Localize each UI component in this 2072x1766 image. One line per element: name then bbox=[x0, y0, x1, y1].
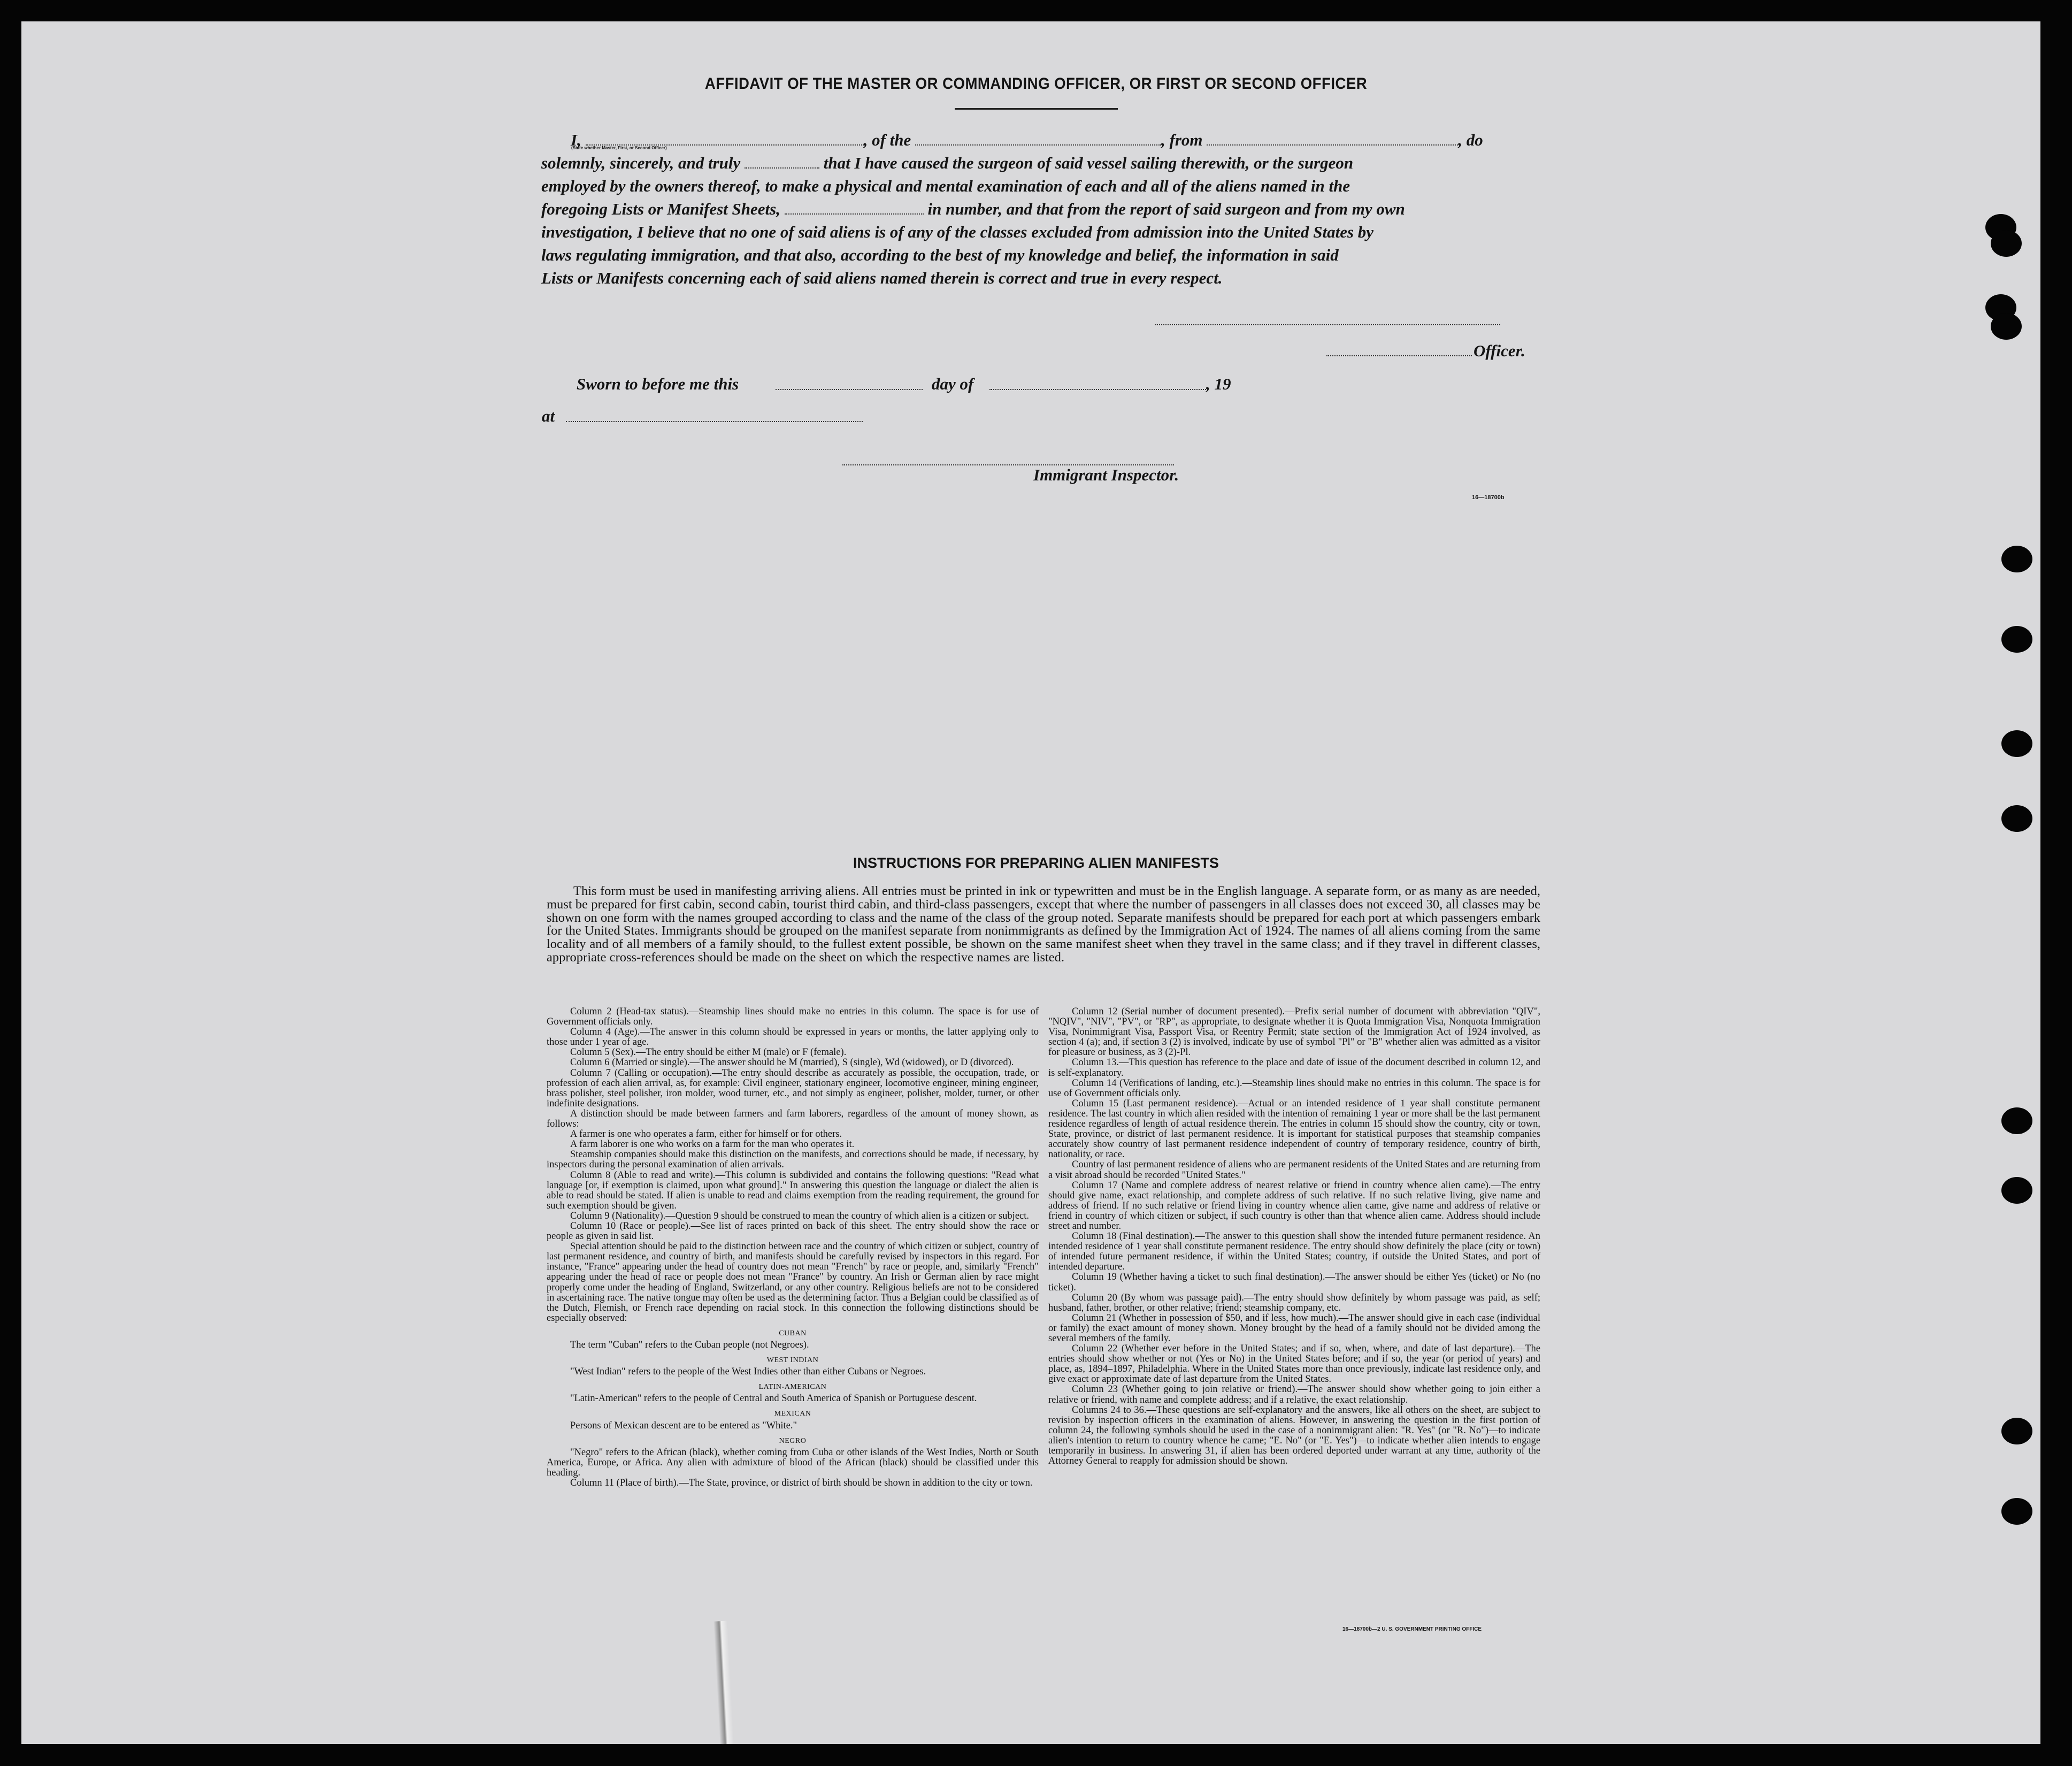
binder-hole bbox=[1991, 313, 2022, 340]
col-21: Column 21 (Whether in possession of $50, and if less, how much).—The answer should give in each case (individual or family) the exact amount of money shown. Money brought by the head of a family should not be divided among the several members of the family. bbox=[1048, 1312, 1540, 1344]
day-of-label: day of bbox=[932, 374, 974, 393]
title-rule bbox=[955, 108, 1118, 110]
binder-hole bbox=[2001, 1498, 2032, 1525]
instructions-intro: This form must be used in manifesting arriving aliens. All entries must be printed in ink or typewritten and must be in the English language. A separate form, or as many as are needed, must be prepared for first cabin, second cabin, tourist third cabin, and third-class passengers, except that where the number of passengers in all classes does not exceed 30, all classes may be shown on one form with the names grouped according to class and the name of the class of the group noted. Separate manifests should be prepared for each port at which passengers embark for the United States. Immigrants should be grouped on the manifest separate from nonimmigrants as defined by the Immigration Act of 1924. The names of all aliens coming from the same locality and of all members of a family should, to the fullest extent possible, be shown on the same manifest sheet when they travel in the same class; and if they travel in different classes, appropriate cross-references should be made on the sheet on which the respective names are listed. bbox=[547, 884, 1540, 965]
negro-heading: NEGRO bbox=[779, 1436, 807, 1445]
affidavit-body bbox=[541, 128, 1535, 289]
col-8: Column 8 (Able to read and write).—This column is subdivided and contains the following questions: "Read what language [or, if exemption is claimed, upon what ground]." In answering this question the language or dialect the alien is able to read should be stated. If alien is unable to read and claims exemption from the reading requirement, the ground for such exemption should be given. bbox=[547, 1169, 1039, 1211]
mexican-text: Persons of Mexican descent are to be entered as "White." bbox=[570, 1420, 797, 1431]
instructions-right-column bbox=[1048, 1007, 1540, 1466]
vessel-name-blank[interactable] bbox=[915, 131, 1161, 146]
col-13: Column 13.—This question has reference to the place and date of issue of the document described in column 12, and is self-explanatory. bbox=[1048, 1057, 1540, 1079]
year-label: , 19 bbox=[1206, 374, 1231, 393]
binder-hole bbox=[2001, 805, 2032, 832]
col-7-laborer: A farm laborer is one who works on a farm for the man who operates it. bbox=[570, 1139, 855, 1150]
col-20: Column 20 (By whom was passage paid).—The entry should show definitely by whom passage was paid, as self; husband, father, brother, or other relative; friend; steamship company, etc. bbox=[1048, 1292, 1540, 1313]
aff-line-7: Lists or Manifests concerning each of said aliens named therein is correct and true in every respect. bbox=[541, 269, 1223, 287]
col-22: Column 22 (Whether ever before in the United States; and if so, when, where, and date of last departure).—The entries should show whether or not (Yes or No) in the United States before; and if so, the year (or period of years) and place, as, 1894–1897, Philadelphia. Where in the United States more than once previously, indicate last residence only, and give exact or approximate date of last departure from the United States. bbox=[1048, 1343, 1540, 1385]
col-23: Column 23 (Whether going to join relative or friend).—The answer should show whether going to join either a relative or friend, with name and complete address; and if a relative, the exact relationship. bbox=[1048, 1384, 1540, 1405]
aff-line-2a: solemnly, sincerely, and truly bbox=[541, 154, 741, 172]
binder-hole bbox=[2001, 1418, 2032, 1444]
col-12: Column 12 (Serial number of document presented).—Prefix serial number of document with abbreviation "QIV", "NQIV", "NIV", "PV", or "RP", as appropriate, to designate whether it is Quota Immigration Visa, Nonquota Immigration Visa, Nonimmigrant Visa, Passport Visa, or Reentry Permit; state section of the Immigration Act of 1924 involved, as section 4 (a); and, if section 3 (2) is involved, indicate by use of symbol "Pl" or "B" whether alien was admitted as a visitor for pleasure or business, as 3 (2)-Pl. bbox=[1048, 1006, 1540, 1058]
col-17: Column 17 (Name and complete address of nearest relative or friend in country whence alien came).—The entry should give name, exact relationship, and complete address of such relative. If no such relative living, give name and address of friend. If no such relative or friend living in country whence alien came, give name and address of relative or friend in country of which citizen or subject, if such country is other than that whence alien came. Address should include street and number. bbox=[1048, 1180, 1540, 1232]
binder-hole bbox=[2001, 546, 2032, 572]
port-blank[interactable] bbox=[1207, 131, 1458, 146]
col-24-36: Columns 24 to 36.—These questions are self-explanatory and the answers, like all others on the sheet, are subject to revision by inspection officers in the examination of aliens. However, in answering the question in the first portion of column 24, the following symbols should be used in the case of a nonimmigrant alien: "R. Yes" (or "R. No")—to indicate alien's intention to return to country whence he came; "E. No" (or "E. Yes")—to indicate whether alien intends to engage temporarily in business. In answering 31, if alien has been ordered deported under warrant at any time, authority of the Attorney General to reapply for admission should be shown. bbox=[1048, 1404, 1540, 1467]
sworn-label: Sworn to before me this bbox=[577, 374, 739, 393]
col-2: Column 2 (Head-tax status).—Steamship lines should make no entries in this column. The space is for use of Government officials only. bbox=[547, 1006, 1039, 1028]
binder-hole bbox=[1991, 230, 2022, 257]
aff-line-5: investigation, I believe that no one of said aliens is of any of the classes excluded from admission into the United States by bbox=[541, 223, 1374, 241]
sworn-day-blank[interactable] bbox=[776, 389, 923, 390]
latin-american-text: "Latin-American" refers to the people of Central and South America of Spanish or Portuguese descent. bbox=[570, 1393, 977, 1404]
aff-line-4b: in number, and that from the report of said surgeon and from my own bbox=[927, 200, 1405, 218]
at-label: at bbox=[542, 407, 555, 425]
instructions-left-column bbox=[547, 1007, 1039, 1488]
aff-i: I, bbox=[571, 131, 581, 149]
cuban-heading: CUBAN bbox=[779, 1329, 807, 1337]
west-indian-text: "West Indian" refers to the people of the West Indies other than either Cubans or Negroes. bbox=[570, 1366, 926, 1378]
col-7-farm: A distinction should be made between farmers and farm laborers, regardless of the amount of money shown, as follows: bbox=[547, 1108, 1039, 1130]
printing-office-footer: 16—18700b—2 U. S. GOVERNMENT PRINTING OFFICE bbox=[1342, 1626, 1482, 1632]
sworn-month-blank[interactable] bbox=[989, 389, 1206, 390]
binder-hole bbox=[2001, 626, 2032, 653]
binder-hole bbox=[2001, 1177, 2032, 1204]
officer-rank-blank[interactable] bbox=[586, 131, 864, 146]
col-7-farmer: A farmer is one who operates a farm, either for himself or for others. bbox=[570, 1129, 842, 1140]
negro-text: "Negro" refers to the African (black), whether coming from Cuba or other islands of the West Indies, North or South America, Europe, or Africa. Any alien with admixture of blood of the African (black) should be classified under this heading. bbox=[547, 1447, 1039, 1478]
col-14: Column 14 (Verifications of landing, etc.).—Steamship lines should make no entries in this column. The space is for use of Government officials only. bbox=[1048, 1077, 1540, 1099]
officer-label: Officer. bbox=[1474, 341, 1525, 360]
form-number: 16—18700b bbox=[1472, 494, 1505, 501]
col-19: Column 19 (Whether having a ticket to such final destination).—The answer should be either Yes (ticket) or No (no ticket). bbox=[1048, 1272, 1540, 1293]
at-place-blank[interactable] bbox=[566, 421, 863, 422]
inspector-label: Immigrant Inspector. bbox=[1033, 465, 1179, 484]
col-5: Column 5 (Sex).—The entry should be either M (male) or F (female). bbox=[570, 1047, 847, 1058]
state-note: (State whether Master, First, or Second Officer) bbox=[571, 146, 667, 150]
aff-line-6: laws regulating immigration, and that also, according to the best of my knowledge and belief, the information in said bbox=[541, 246, 1339, 264]
affidavit-title: AFFIDAVIT OF THE MASTER OR COMMANDING OFFICER, OR FIRST OR SECOND OFFICER bbox=[704, 75, 1368, 93]
signature-line[interactable] bbox=[1155, 324, 1500, 325]
binder-hole bbox=[2001, 730, 2032, 757]
col-7-steamship: Steamship companies should make this distinction on the manifests, and corrections should be made, if necessary, by inspectors during the personal examination of alien arrivals. bbox=[547, 1149, 1039, 1171]
aff-line-2b: that I have caused the surgeon of said vessel sailing therewith, or the surgeon bbox=[823, 154, 1354, 172]
cuban-text: The term "Cuban" refers to the Cuban people (not Negroes). bbox=[570, 1340, 809, 1350]
col-4: Column 4 (Age).—The answer in this column should be expressed in years or months, the latter applying only to those under 1 year of age. bbox=[547, 1027, 1039, 1048]
binder-hole bbox=[2001, 1107, 2032, 1134]
oath-blank[interactable] bbox=[745, 154, 819, 169]
west-indian-heading: WEST INDIAN bbox=[766, 1356, 819, 1365]
aff-of: , of the bbox=[863, 131, 911, 149]
number-blank[interactable] bbox=[785, 200, 924, 215]
col-10: Column 10 (Race or people).—See list of races printed on back of this sheet. The entry should show the race or people as given in said list. bbox=[547, 1220, 1039, 1242]
col-10-race: Special attention should be paid to the distinction between race and the country of which citizen or subject, country of last permanent residence, and country of birth, and manifests should be carefully revised by inspectors in this regard. For instance, "France" appearing under the head of country does not mean "French" by race or people, and, similarly "French" appearing under the head of race or people does not mean "France" by country. An Irish or German alien by race might properly come under the heading of England, Switzerland, or any other country. Religious beliefs are not to be considered in ascertaining race. The native tongue may often be used as the determining factor. Thus a Belgian could be classified as of the Dutch, Flemish, or French race depending on racial stock. In this connection the following distinctions should be especially observed: bbox=[547, 1241, 1039, 1324]
col-6: Column 6 (Married or single).—The answer should be M (married), S (single), Wd (widowed), or D (divorced). bbox=[570, 1057, 1014, 1068]
aff-from: , from bbox=[1161, 131, 1203, 149]
col-9: Column 9 (Nationality).—Question 9 should be construed to mean the country of which alien is a citizen or subject. bbox=[570, 1210, 1030, 1221]
mexican-heading: MEXICAN bbox=[774, 1410, 811, 1418]
instructions-title: INSTRUCTIONS FOR PREPARING ALIEN MANIFESTS bbox=[853, 855, 1219, 871]
col-11: Column 11 (Place of birth).—The State, province, or district of birth should be shown in addition to the city or town. bbox=[570, 1478, 1033, 1489]
latin-american-heading: LATIN-AMERICAN bbox=[758, 1383, 827, 1392]
col-15-us: Country of last permanent residence of aliens who are permanent residents of the United States and are returning from a visit abroad should be recorded "United States." bbox=[1048, 1159, 1540, 1181]
aff-do: , do bbox=[1458, 131, 1483, 149]
aff-line-3: employed by the owners thereof, to make a physical and mental examination of each and all of the aliens named in the bbox=[541, 177, 1350, 195]
col-18: Column 18 (Final destination).—The answer to this question shall show the intended future permanent residence. An intended residence of 1 year shall constitute permanent residence. The entry should show definitely the place (city or town) of intended future permanent residence, if within the United States; country, if outside the United States, and port of intended departure. bbox=[1048, 1231, 1540, 1273]
col-7: Column 7 (Calling or occupation).—The entry should describe as accurately as possible, the occupation, trade, or profession of each alien arrival, as, for example: Civil engineer, stationary engineer, locomotive engineer, mining engineer, brass polisher, steel polisher, iron molder, wood turner, etc., and not simply as engineer, polisher, molder, turner, or other indefinite designations. bbox=[547, 1067, 1039, 1109]
col-15: Column 15 (Last permanent residence).—Actual or an intended residence of 1 year shall constitute permanent residence. The last country in which alien resided with the intention of remaining 1 year or more shall be the last permanent residence regardless of length of actual residence therein. The entries in column 15 should show the country, city or town, State, province, or district of last permanent residence. It is important for statistical purposes that steamship companies accurately show country of last permanent residence independent of country of temporary residence, country of birth, nationality, or race. bbox=[1048, 1098, 1540, 1160]
officer-signature-line[interactable] bbox=[1326, 355, 1472, 356]
aff-line-4a: foregoing Lists or Manifest Sheets, bbox=[541, 200, 780, 218]
